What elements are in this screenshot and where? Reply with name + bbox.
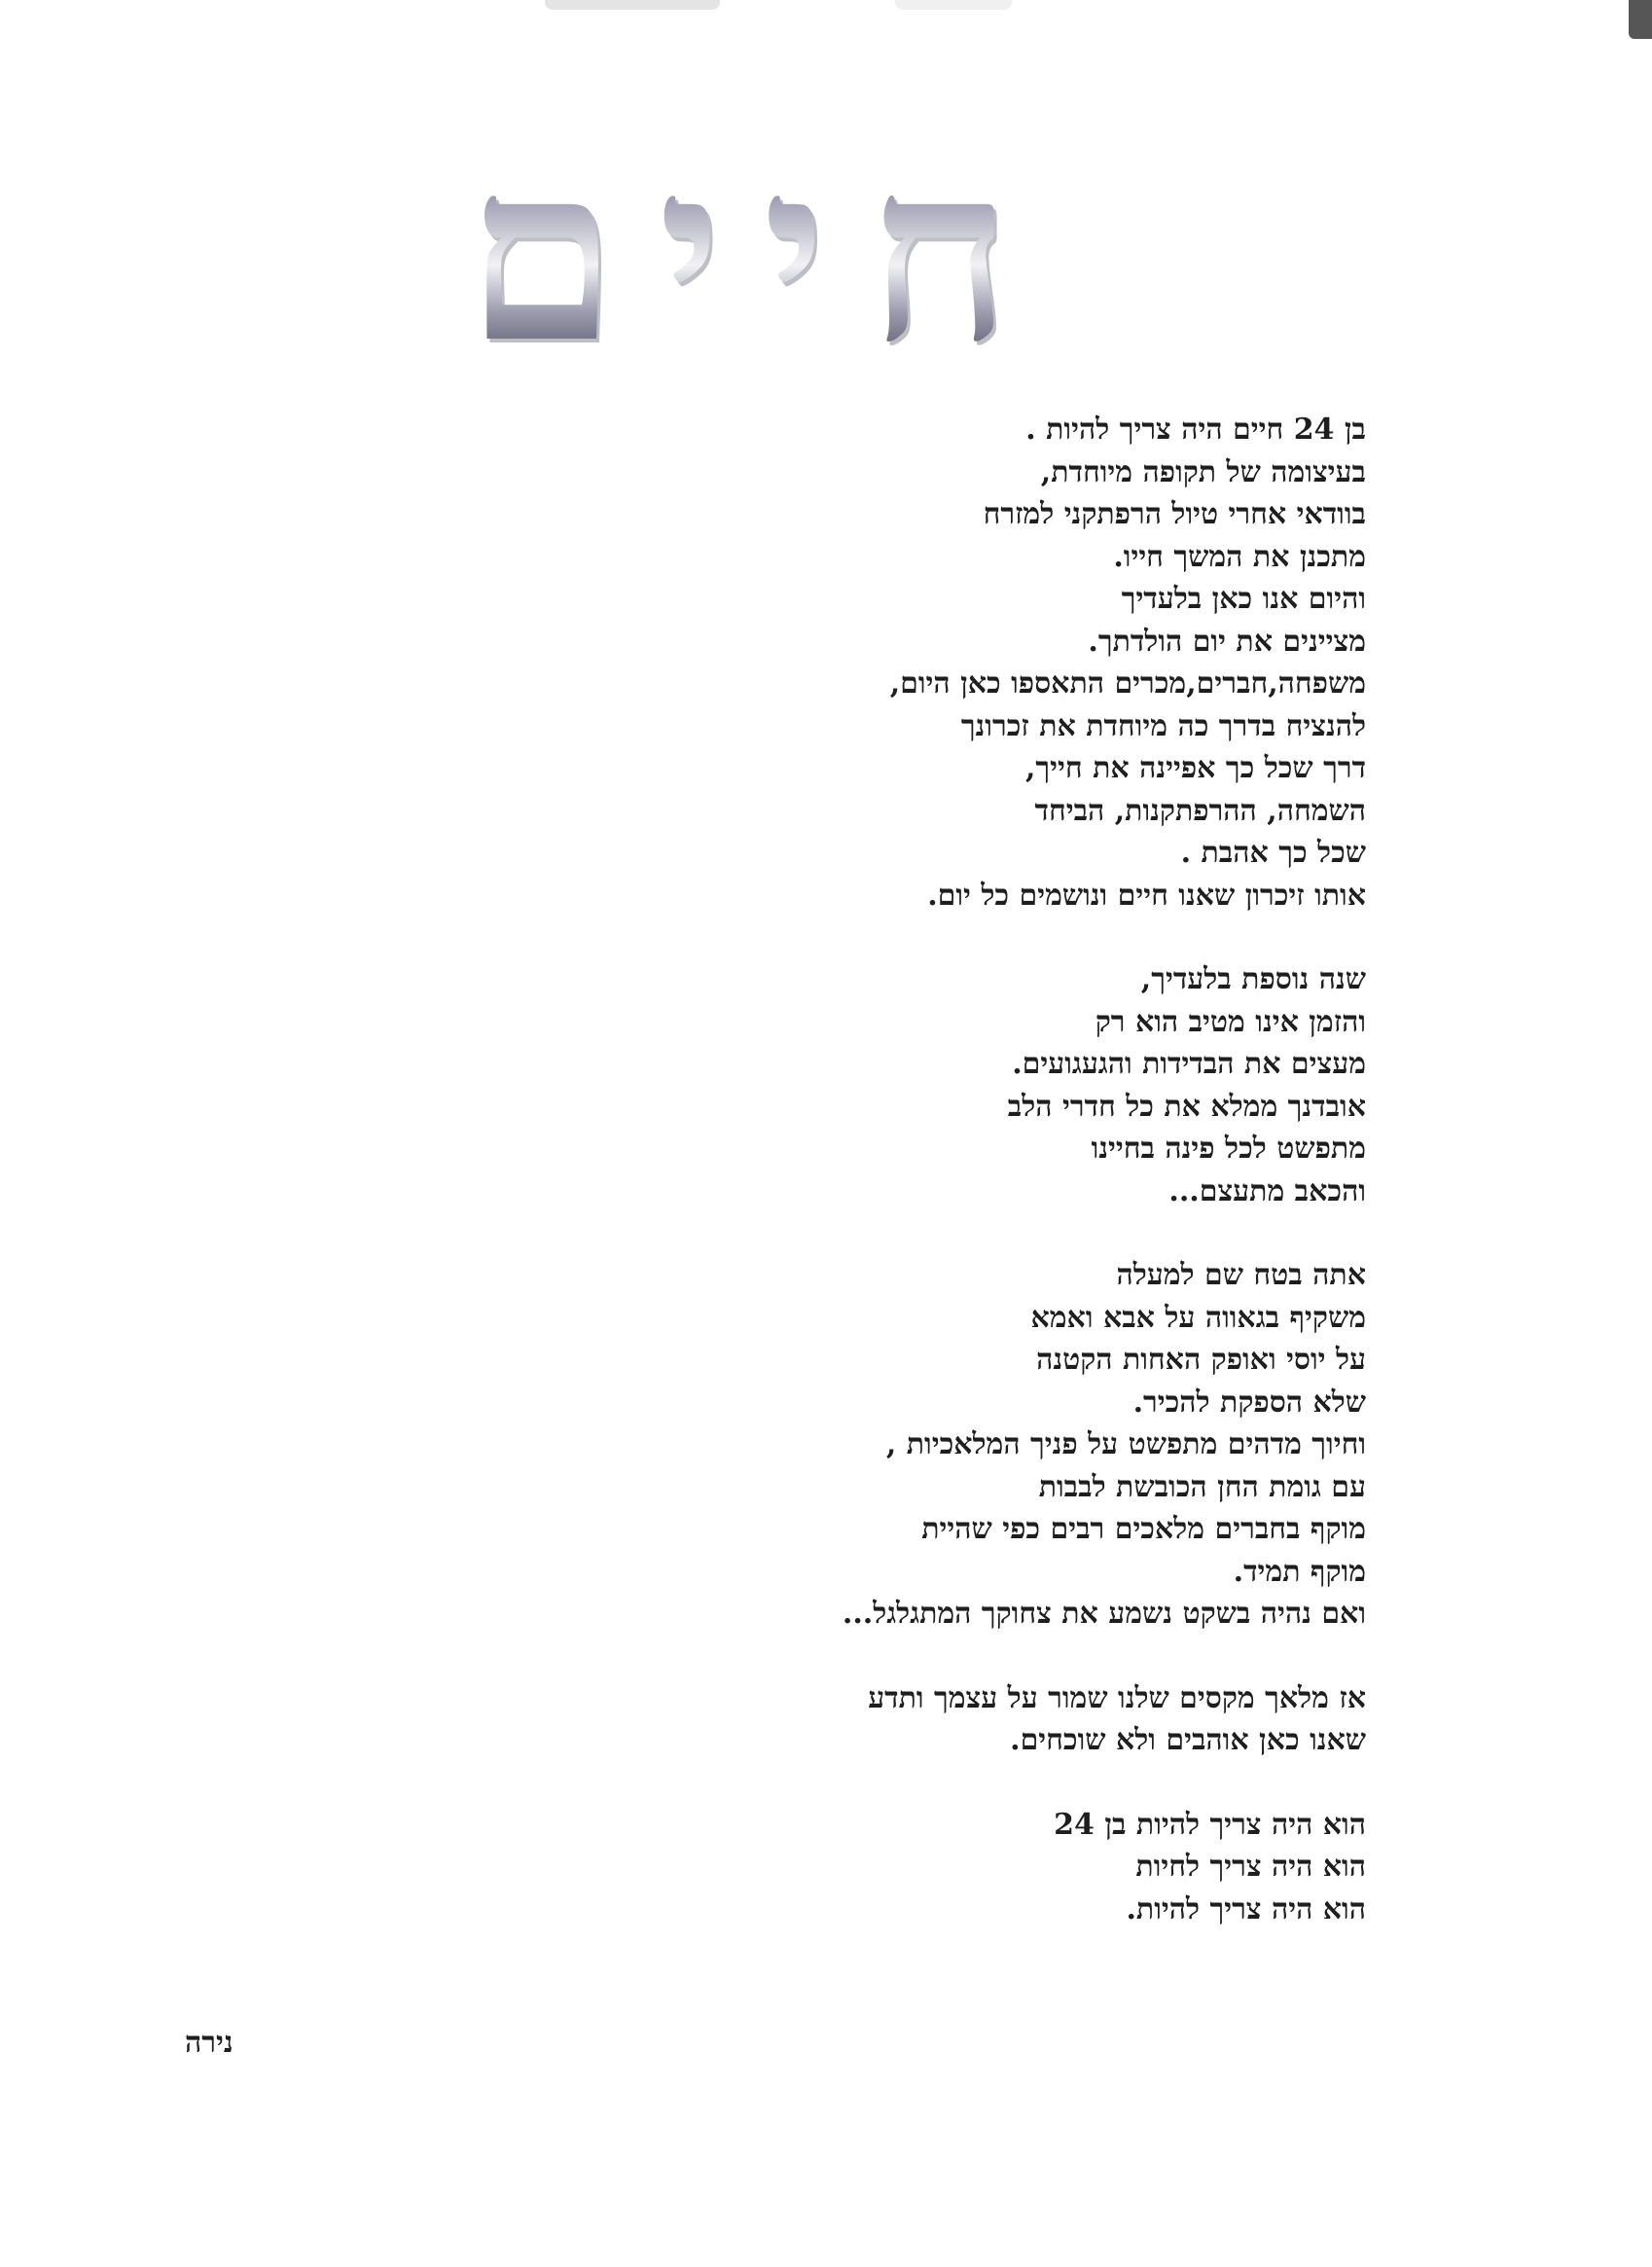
poem-line: והיום אנו כאן בלעדיך <box>1121 582 1366 616</box>
stanza <box>763 958 1366 1212</box>
poem-line: מציינים את יום הולדתך. <box>1088 624 1366 659</box>
poem-line: אז מלאך מקסים שלנו שמור על עצמך ותדע <box>868 1680 1366 1715</box>
author-signature: נירה <box>185 2026 233 2060</box>
poem-line: הוא היה צריך להיות. <box>1126 1891 1366 1926</box>
poem-line: שלא הספקת להכיר. <box>1132 1385 1366 1420</box>
stanza <box>763 1254 1366 1636</box>
scan-smudge <box>545 0 720 10</box>
poem-line: משקיף בגאווה על אבא ואמא <box>1030 1300 1366 1335</box>
poem-line: שנה נוספת בלעדיך, <box>1140 962 1366 996</box>
poem-line: עם גומת החן הכובשת לבבות <box>1038 1469 1366 1504</box>
poem-line: מעצים את הבדידות והגעגועים. <box>1012 1047 1366 1081</box>
poem-line: על יוסי ואופק האחות הקטנה <box>1036 1343 1366 1377</box>
poem-line: הוא היה צריך לחיות <box>1135 1850 1366 1884</box>
stanza <box>763 409 1366 917</box>
poem-line: הוא היה צריך להיות בן 24 <box>1054 1807 1366 1842</box>
poem-line: בעיצומה של תקופה מיוחדת, <box>1040 454 1366 489</box>
stanza <box>763 1677 1366 1762</box>
stanza <box>763 1804 1366 1931</box>
poem-line: בן 24 חיים היה צריך להיות . <box>1025 413 1366 447</box>
page-title: חיים <box>214 136 1304 370</box>
poem-line: מתכנן את המשך חייו. <box>1113 539 1366 574</box>
poem-line: מוקף תמיד. <box>1233 1554 1366 1589</box>
poem-line: שאנו כאן אוהבים ולא שוכחים. <box>1010 1723 1366 1757</box>
poem-line: משפחה,חברים,מכרים התאספו כאן היום, <box>889 666 1366 701</box>
poem-line: והזמן אינו מטיב הוא רק <box>1095 1004 1366 1039</box>
poem-line: וחיוך מדהים מתפשט על פניך המלאכיות , <box>885 1427 1366 1461</box>
poem-line: והכאב מתעצם... <box>1168 1173 1366 1208</box>
poem-line: אותו זיכרון שאנו חיים ונושמים כל יום. <box>927 878 1366 913</box>
poem-line: להנציח בדרך כה מיוחדת את זכרונך <box>960 708 1366 743</box>
scan-smudge <box>895 0 1012 10</box>
poem-line: בוודאי אחרי טיול הרפתקני למזרח <box>983 497 1366 531</box>
poem-body <box>763 409 1366 1930</box>
poem-line: שכל כך אהבת . <box>1180 836 1366 870</box>
scan-edge-mark <box>1629 0 1652 39</box>
poem-line: אובדנך ממלא את כל חדרי הלב <box>1007 1089 1366 1124</box>
poem-line: מוקף בחברים מלאכים רבים כפי שהיית <box>921 1512 1366 1546</box>
poem-line: דרך שכל כך אפיינה את חייך, <box>1024 751 1366 785</box>
poem-line: ואם נהיה בשקט נשמע את צחוקך המתגלגל... <box>842 1597 1366 1631</box>
poem-line: אתה בטח שם למעלה <box>1116 1258 1366 1292</box>
poem-line: השמחה, ההרפתקנות, הביחד <box>1034 793 1366 828</box>
poem-line: מתפשט לכל פינה בחיינו <box>1091 1132 1366 1166</box>
